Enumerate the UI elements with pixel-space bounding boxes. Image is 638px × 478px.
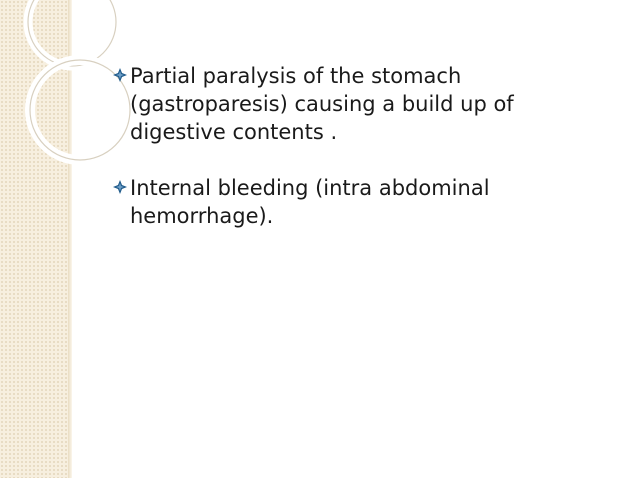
bullet-text: Partial paralysis of the stomach (gastroparesis) causing a build up of digestive contents . (130, 64, 514, 144)
bullet-list (112, 62, 612, 258)
bullet-text: Internal bleeding (intra abdominal hemorrhage). (130, 176, 490, 228)
bullet-item (112, 174, 612, 230)
diamond-bullet-icon (112, 67, 128, 83)
bullet-item (112, 62, 612, 146)
diamond-bullet-icon (112, 179, 128, 195)
